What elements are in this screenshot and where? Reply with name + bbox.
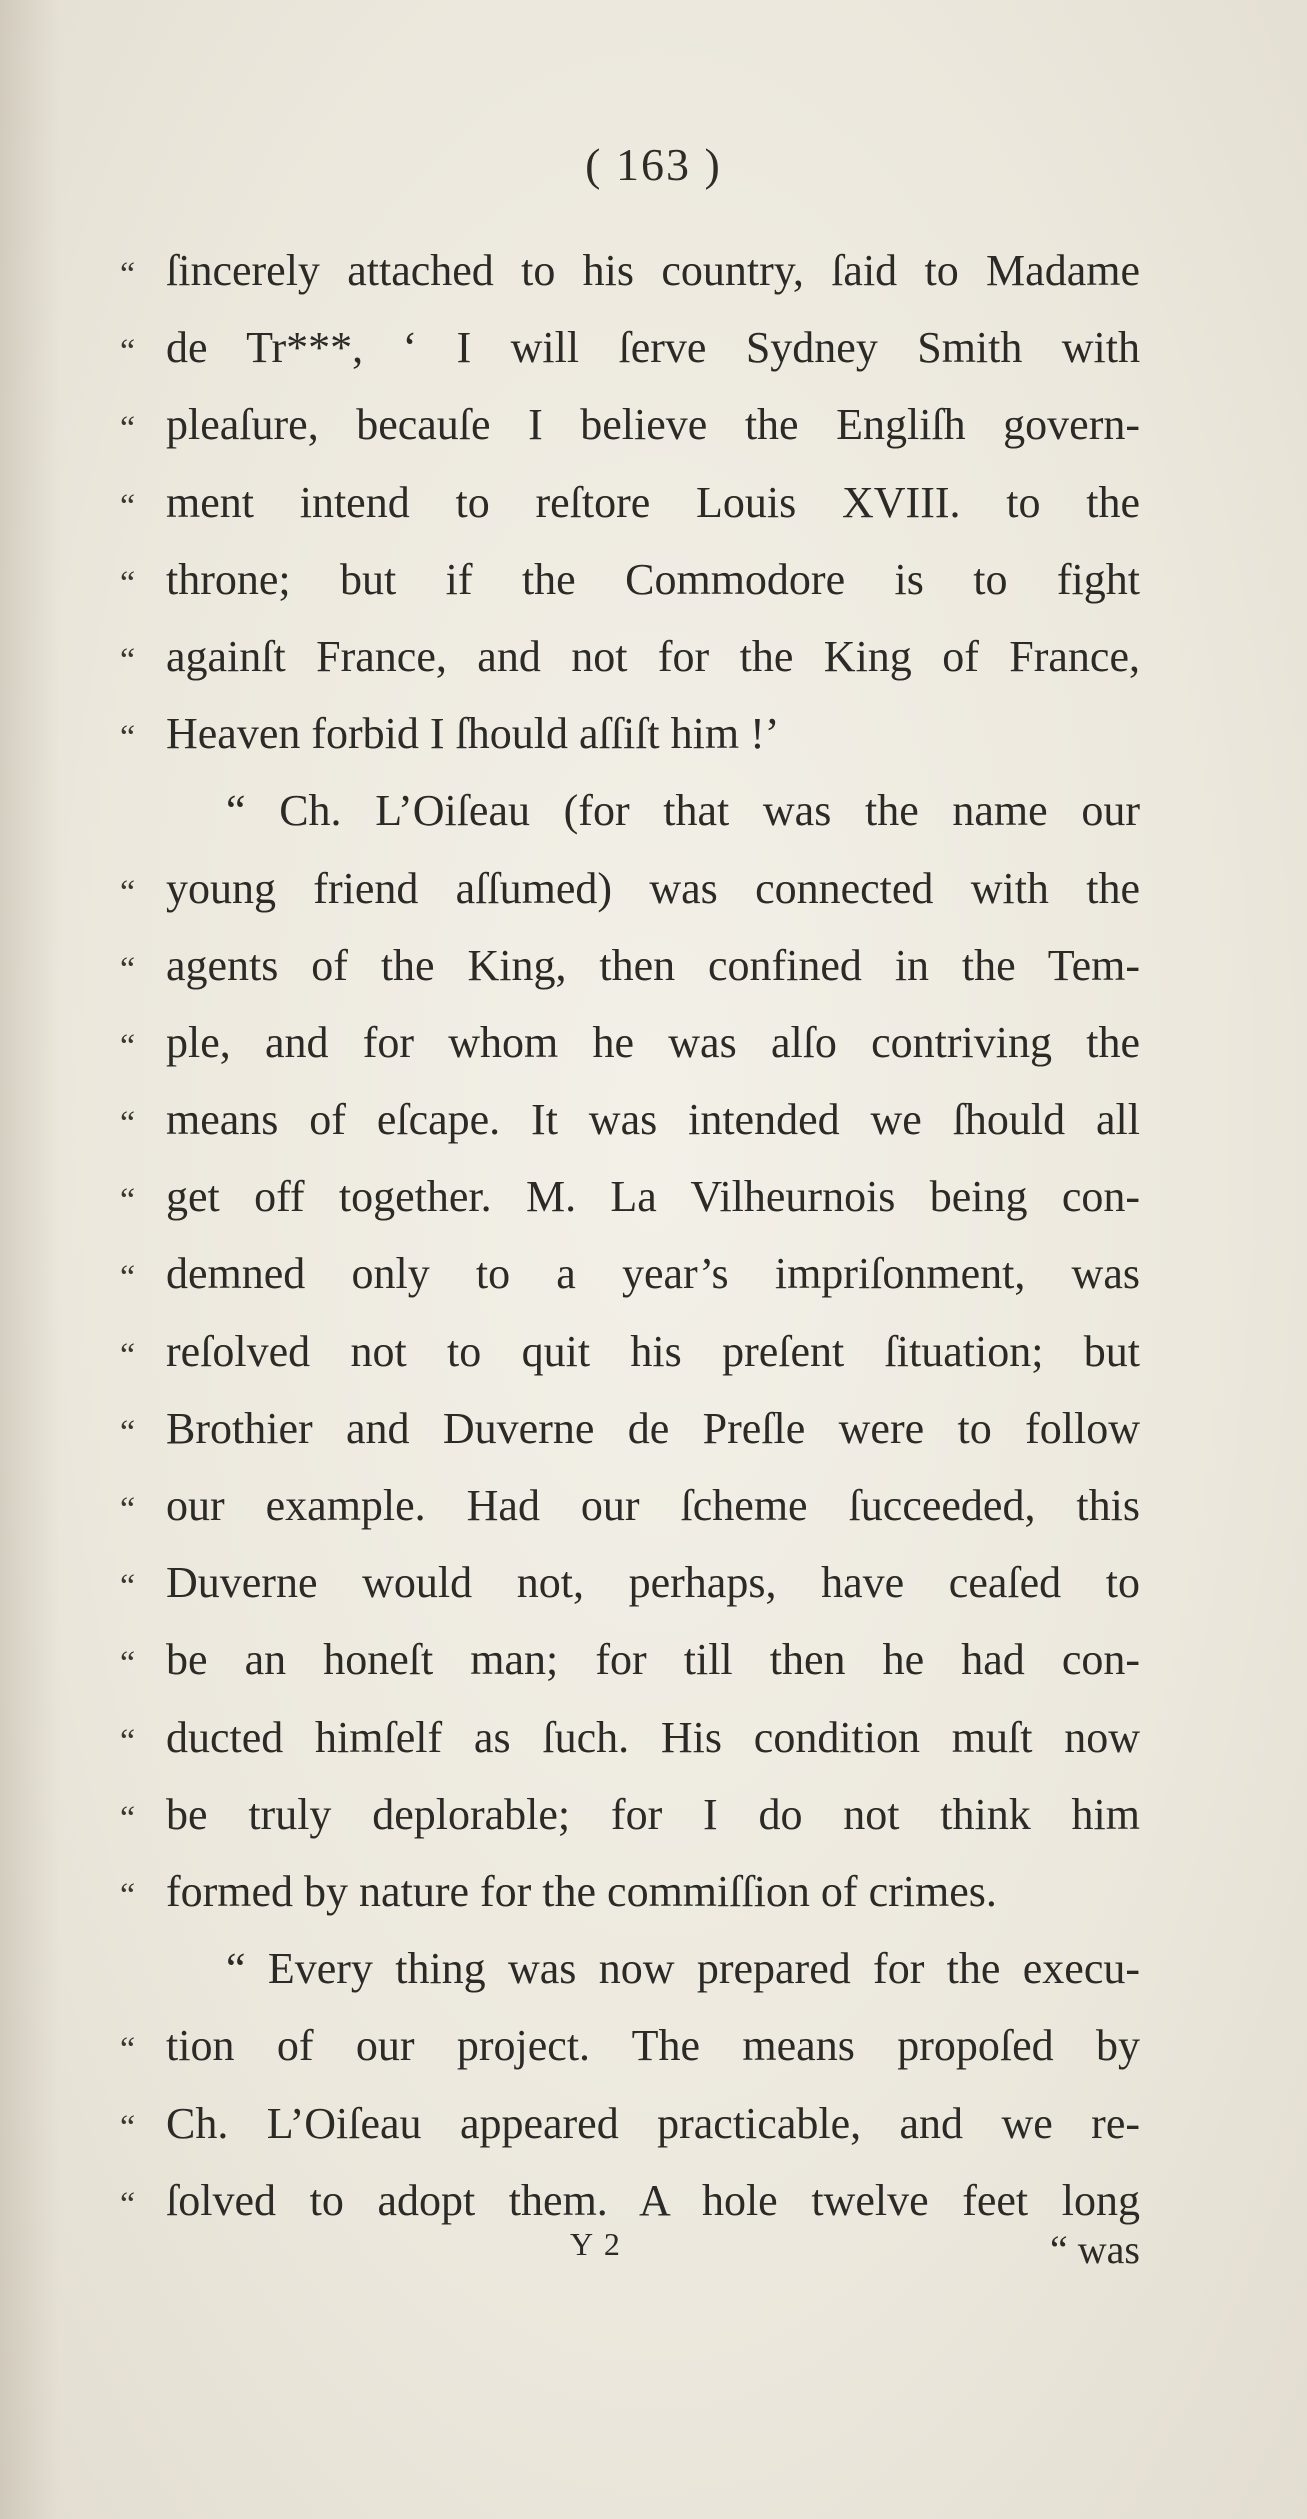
page-footer	[120, 2226, 1140, 2286]
line-text: de Tr***, ‘ I will ſerve Sydney Smith with	[166, 323, 1140, 373]
quote-mark: “	[120, 1336, 136, 1374]
quote-mark: “	[120, 641, 136, 679]
line-text: means of eſcape. It was intended we ſhould all	[166, 1095, 1140, 1145]
text-line	[120, 1853, 1140, 1930]
quote-mark: “	[120, 1722, 136, 1760]
line-text: young friend aſſumed) was connected with the	[166, 863, 1140, 913]
quote-mark: “	[120, 2108, 136, 2146]
line-text: tion of our project. The means propoſed by	[166, 2021, 1140, 2071]
text-line	[120, 309, 1140, 386]
quote-mark: “	[120, 719, 136, 757]
line-text: Brothier and Duverne de Preſle were to follow	[166, 1403, 1140, 1453]
text-line	[120, 541, 1140, 618]
text-line	[120, 927, 1140, 1004]
line-text: Ch. L’Oiſeau appeared practicable, and we re-	[166, 2098, 1140, 2148]
line-text: Duverne would not, perhaps, have ceaſed to	[166, 1558, 1140, 1608]
line-text: ment intend to reſtore Louis XVIII. to the	[166, 477, 1140, 527]
line-text: “ Ch. L’Oiſeau (for that was the name our	[226, 786, 1140, 836]
line-text: reſolved not to quit his preſent ſituation; but	[166, 1326, 1140, 1376]
quote-mark: “	[120, 1645, 136, 1683]
text-line	[120, 1313, 1140, 1390]
text-line	[120, 464, 1140, 541]
quote-mark: “	[120, 564, 136, 602]
line-text: be an honeſt man; for till then he had con-	[166, 1635, 1140, 1685]
line-text: “ Every thing was now prepared for the execu-	[226, 1944, 1140, 1994]
line-text: our example. Had our ſcheme ſucceeded, this	[166, 1481, 1140, 1530]
text-line	[120, 232, 1140, 309]
quote-mark: “	[120, 256, 136, 293]
text-line	[120, 1699, 1140, 1776]
line-text: be truly deplorable; for I do not think him	[166, 1789, 1140, 1839]
text-line	[120, 1390, 1140, 1467]
line-text: ducted himſelf as ſuch. His condition muſt now	[166, 1712, 1140, 1762]
text-line	[120, 1081, 1140, 1158]
line-text: pleaſure, becauſe I believe the Engliſh govern-	[166, 400, 1140, 450]
text-line	[120, 2007, 1140, 2084]
text-line	[120, 1621, 1140, 1698]
quote-mark: “	[120, 1568, 136, 1606]
text-line	[120, 1235, 1140, 1312]
line-text: formed by nature for the commiſſion of crimes.	[166, 1866, 997, 1916]
quote-mark: “	[120, 1182, 136, 1220]
text-line	[120, 1930, 1140, 2007]
catchword: “ was	[1050, 2227, 1140, 2272]
quote-mark: “	[120, 410, 136, 448]
text-line	[120, 850, 1140, 927]
text-line	[120, 772, 1140, 849]
quote-mark: “	[120, 2031, 136, 2069]
quote-mark: “	[120, 333, 136, 371]
page-number: ( 163 )	[585, 139, 722, 190]
text-line	[120, 2085, 1140, 2162]
quote-mark: “	[120, 1027, 136, 1065]
text-line	[120, 1544, 1140, 1621]
line-text: throne; but if the Commodore is to fight	[166, 554, 1140, 604]
text-line	[120, 618, 1140, 695]
line-text: ſincerely attached to his country, ſaid to Madame	[166, 246, 1140, 295]
line-text: get off together. M. La Vilheurnois being con-	[166, 1172, 1140, 1222]
quote-mark: “	[120, 1799, 136, 1837]
quote-mark: “	[120, 1259, 136, 1297]
signature-mark: Y 2	[570, 2226, 622, 2262]
quote-mark: “	[120, 873, 136, 911]
text-line	[120, 1776, 1140, 1853]
line-text: agents of the King, then confined in the Tem-	[166, 940, 1140, 990]
text-line	[120, 1158, 1140, 1235]
quote-mark: “	[120, 1413, 136, 1451]
quote-mark: “	[120, 1876, 136, 1914]
quote-mark: “	[120, 1105, 136, 1143]
quote-mark: “	[120, 2185, 136, 2223]
text-line	[120, 1467, 1140, 1544]
body-text	[120, 232, 1140, 2239]
line-text: ple, and for whom he was alſo contriving the	[166, 1017, 1140, 1067]
line-text: ſolved to adopt them. A hole twelve feet long	[166, 2175, 1140, 2225]
quote-mark: “	[120, 950, 136, 988]
quote-mark: “	[120, 487, 136, 525]
line-text: demned only to a year’s impriſonment, was	[166, 1249, 1140, 1299]
text-line	[120, 386, 1140, 463]
line-text: Heaven forbid I ſhould aſſiſt him !’	[166, 709, 780, 759]
text-line	[120, 1004, 1140, 1081]
line-text: againſt France, and not for the King of France,	[166, 631, 1140, 681]
quote-mark: “	[120, 1491, 136, 1528]
text-line	[120, 695, 1140, 772]
